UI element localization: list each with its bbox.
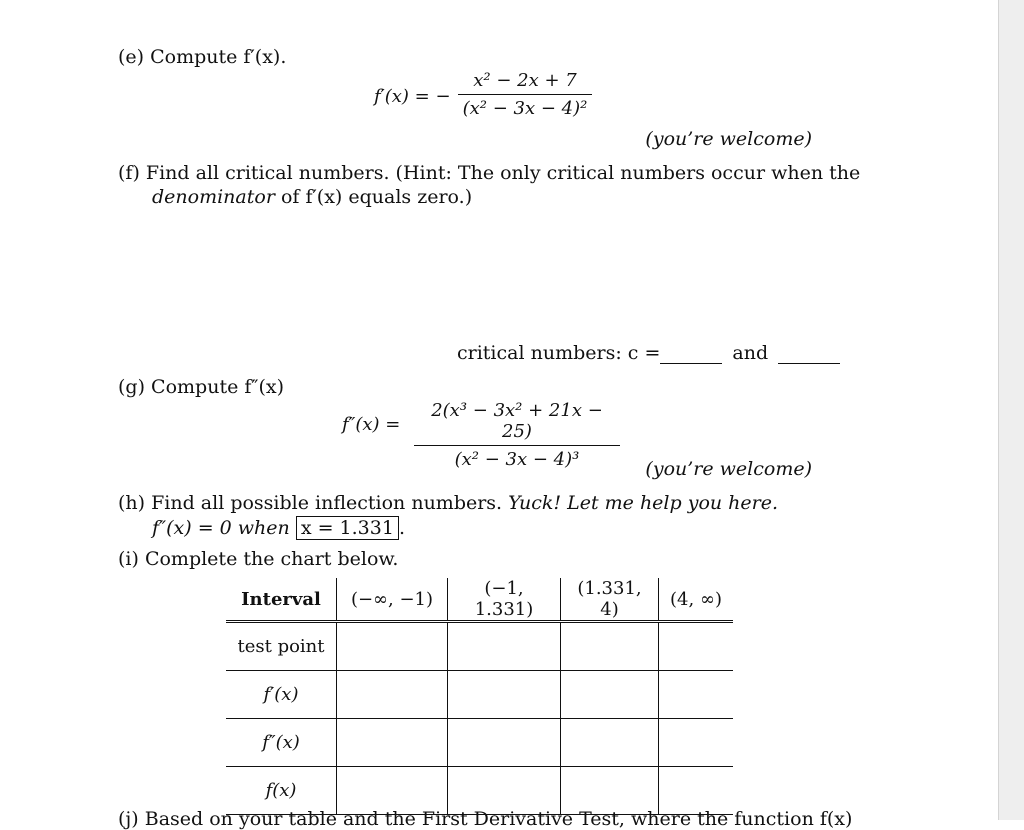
part-e-denominator: (x² − 3x − 4)² [462,98,588,119]
part-i-heading [118,548,398,570]
part-h-period: . [398,517,405,539]
chart-cell[interactable] [337,622,448,671]
part-e-note: (you’re welcome) [645,128,812,150]
vertical-scrollbar[interactable] [998,0,1024,820]
chart-header-row [226,578,733,622]
part-h-line2 [152,517,405,539]
table-row [226,671,733,719]
part-e-fraction [458,70,592,119]
row-label-f-double-prime: f″(x) [226,719,337,767]
chart-cell[interactable] [337,671,448,719]
part-f-text: Find all critical numbers. (Hint: The only critical numbers occur when the [145,162,861,184]
part-f-label: (f) [118,162,140,184]
part-f-line2 [152,186,472,208]
chart-cell[interactable] [561,719,659,767]
part-i-instruction: Complete the chart below. [144,548,399,570]
part-g-lhs: f″(x) = [342,414,401,435]
part-h-line1 [118,492,778,514]
table-row [226,719,733,767]
part-e-numerator: x² − 2x + 7 [473,70,577,91]
part-g-note: (you’re welcome) [645,458,812,480]
part-h-text: Find all possible inflection numbers. [151,492,503,514]
chart-cell[interactable] [448,671,561,719]
row-label-f: f(x) [226,767,337,815]
chart-cell[interactable] [659,671,734,719]
fraction-bar [458,94,592,95]
chart-cell[interactable] [561,622,659,671]
critical-number-blank-2[interactable] [778,345,840,364]
part-g-label: (g) [118,376,145,398]
part-g-numerator: 2(x³ − 3x² + 21x − 25) [431,400,603,442]
part-f-emphasis: denominator [152,186,275,208]
part-i-label: (i) [118,548,139,570]
critical-numbers-answer [457,342,840,364]
critical-number-blank-1[interactable] [660,345,722,364]
part-j-cut-off-text: (j) Based on your table and the First Derivative Test, where the function f(x) [118,808,853,830]
sign-chart [226,578,733,815]
part-g-fraction [414,400,620,470]
and-label: and [732,342,769,364]
part-e-instruction: Compute f′(x). [150,46,287,68]
part-g-heading [118,376,284,398]
chart-cell[interactable] [337,719,448,767]
part-e-lhs: f′(x) = − [374,86,451,107]
chart-header-col-2: (−1, 1.331) [448,578,561,622]
inflection-value-box: x = 1.331 [296,516,399,540]
chart-cell[interactable] [448,622,561,671]
part-g-denominator: (x² − 3x − 4)³ [454,449,580,470]
part-e-heading [118,46,286,68]
chart-cell[interactable] [659,622,734,671]
part-h-label: (h) [118,492,146,514]
fraction-bar [414,445,620,446]
part-g-instruction: Compute f″(x) [151,376,285,398]
chart-header-col-4: (4, ∞) [659,578,734,622]
part-f-line1 [118,162,860,184]
chart-header-interval: Interval [226,578,337,622]
chart-cell[interactable] [448,719,561,767]
part-h-condition: f″(x) = 0 when [152,517,290,539]
part-e-label: (e) [118,46,145,68]
row-label-test-point: test point [226,622,337,671]
part-h-emphasis: Yuck! Let me help you here. [508,492,779,514]
chart-cell[interactable] [561,671,659,719]
table-row [226,622,733,671]
chart-header-col-3: (1.331, 4) [561,578,659,622]
critical-numbers-label: critical numbers: c = [457,342,661,364]
row-label-f-prime: f′(x) [226,671,337,719]
part-f-rest: of f′(x) equals zero.) [274,186,473,208]
chart-cell[interactable] [659,719,734,767]
chart-header-col-1: (−∞, −1) [337,578,448,622]
